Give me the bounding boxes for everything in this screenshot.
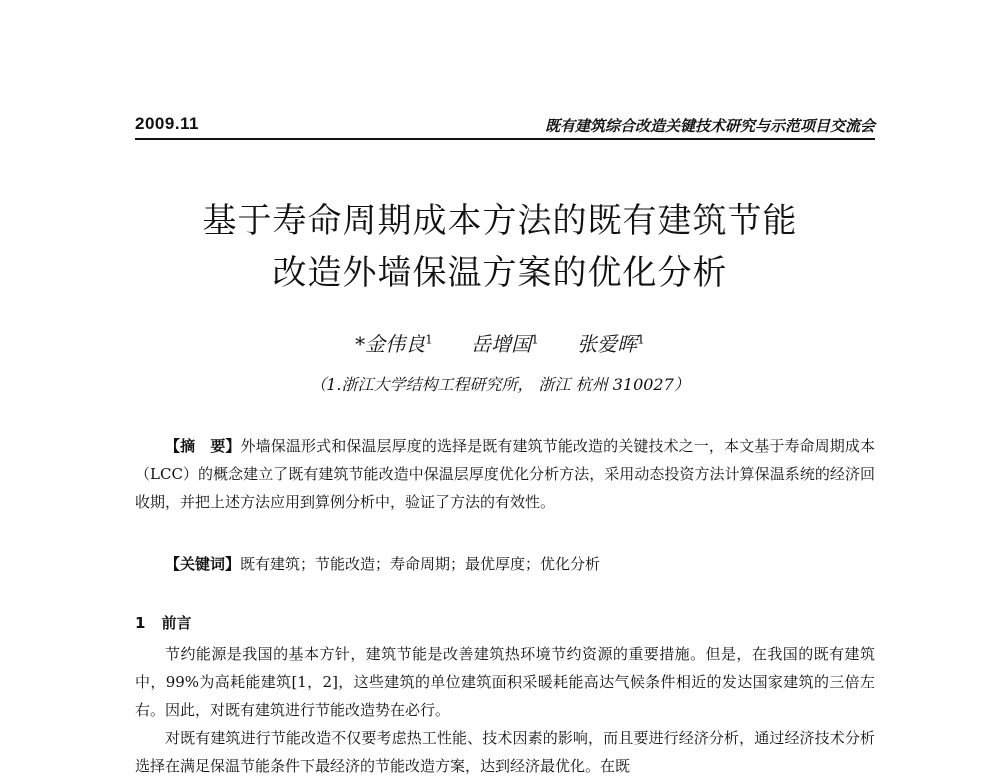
title-line-2: 改造外墙保温方案的优化分析 bbox=[272, 253, 728, 293]
abstract-text: 外墙保温形式和保温层厚度的选择是既有建筑节能改造的关键技术之一，本文基于寿命周期成本（LCC）的概念建立了既有建筑节能改造中保温层厚度优化分析方法，采用动态投资方法计算保温系统的经济回收期，并把上述方法应用到算例分析中，验证了方法的有效性。 bbox=[135, 437, 875, 511]
issue-date: 2009.11 bbox=[135, 114, 200, 133]
conference-name: 既有建筑综合改造关键技术研究与示范项目交流会 bbox=[544, 117, 875, 135]
keywords-label: 【关键词】 bbox=[165, 555, 241, 573]
running-header bbox=[135, 114, 875, 140]
title-line-1: 基于寿命周期成本方法的既有建筑节能 bbox=[202, 201, 798, 241]
author-2 bbox=[471, 332, 539, 356]
section-title: 前言 bbox=[161, 614, 192, 632]
abstract bbox=[135, 432, 875, 516]
section-number: 1 bbox=[135, 614, 146, 632]
body-text bbox=[135, 640, 875, 780]
author-name: 张爱晖 bbox=[577, 332, 638, 356]
author-affiliation-mark: 1 bbox=[425, 332, 433, 347]
author-name: 岳增国 bbox=[471, 332, 532, 356]
author-list bbox=[100, 328, 900, 357]
section-heading bbox=[135, 612, 191, 633]
abstract-label: 【摘 要】 bbox=[165, 437, 241, 455]
author-affiliation-mark: 1 bbox=[531, 332, 539, 347]
keywords bbox=[135, 550, 875, 578]
paragraph-1: 节约能源是我国的基本方针，建筑节能是改善建筑热环境节约资源的重要措施。但是，在我国的既有建筑中，99%为高耗能建筑[1，2]，这些建筑的单位建筑面积采暖耗能高达气候条件相近的发达国家建筑的三倍左右。因此，对既有建筑进行节能改造势在必行。 bbox=[135, 645, 875, 719]
author-name: 金伟良 bbox=[365, 332, 426, 356]
corresponding-mark: * bbox=[355, 332, 366, 356]
paper-title bbox=[100, 195, 900, 299]
author-3 bbox=[577, 332, 645, 356]
paragraph-2: 对既有建筑进行节能改造不仅要考虑热工性能、技术因素的影响，而且要进行经济分析，通过经济技术分析选择在满足保温节能条件下最经济的节能改造方案，达到经济最优化。在既 bbox=[135, 729, 875, 775]
affiliation: （1.浙江大学结构工程研究所， 浙江 杭州 310027） bbox=[310, 375, 690, 394]
author-1 bbox=[355, 332, 433, 356]
author-affiliation-mark: 1 bbox=[637, 332, 645, 347]
keywords-text: 既有建筑；节能改造；寿命周期；最优厚度；优化分析 bbox=[240, 555, 601, 573]
